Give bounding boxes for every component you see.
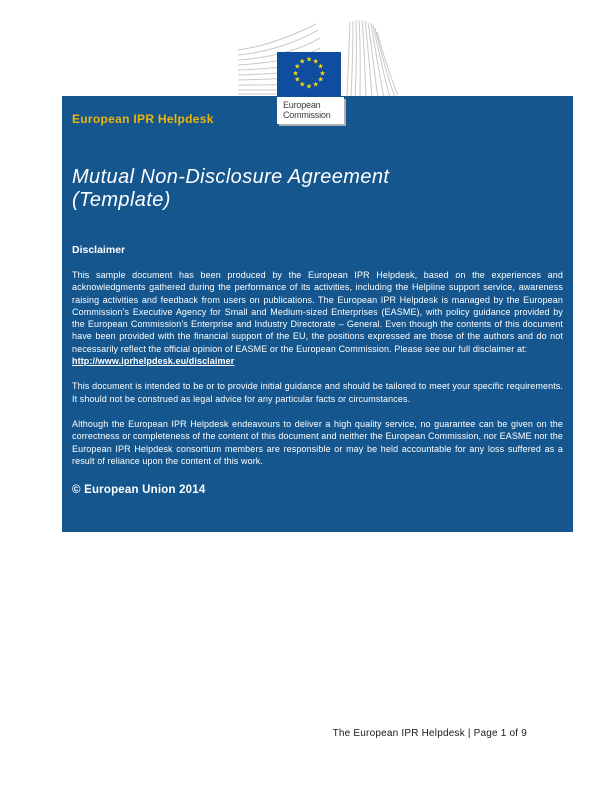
ec-label-line1: European [283,100,321,110]
disclaimer-paragraph-3: Although the European IPR Helpdesk endeavours to deliver a high quality service, no guarantee can be given on the correctness or completeness of the content of this document and neither the European Commission, nor EASME nor the European IPR Helpdesk consortium members are responsible or may be held accountable for any loss suffered as a result of reliance upon the content of this work. [72,418,563,466]
content-panel [62,96,573,532]
document-title [72,166,563,212]
document-title-line2: (Template) [72,189,171,211]
copyright-notice: © European Union 2014 [72,484,206,497]
document-title-line1: Mutual Non-Disclosure Agreement [72,166,390,188]
brand-heading: European IPR Helpdesk [72,112,214,126]
eu-star-icon: ★ [312,81,319,89]
eu-star-icon: ★ [317,63,324,71]
eu-star-icon: ★ [312,58,319,66]
eu-star-icon: ★ [317,76,324,84]
eu-star-icon: ★ [299,58,306,66]
ec-logo-right-swoosh-icon [344,20,398,97]
disclaimer-link[interactable]: http://www.iprhelpdesk.eu/disclaimer [72,356,235,367]
eu-star-icon: ★ [294,63,301,71]
disclaimer-heading: Disclaimer [72,244,126,256]
ec-label-line2: Commission [283,110,331,120]
disclaimer-link-line [72,355,563,367]
eu-star-icon: ★ [292,70,299,77]
eu-star-icon: ★ [305,83,313,91]
page-footer: The European IPR Helpdesk | Page 1 of 9 [332,728,527,739]
eu-star-icon: ★ [294,76,301,84]
eu-star-icon: ★ [305,56,313,64]
ec-logo-label [277,97,344,124]
eu-flag [277,52,341,97]
disclaimer-paragraph-1 [72,269,563,367]
eu-star-icon: ★ [299,81,306,89]
eu-star-icon: ★ [319,70,326,77]
disclaimer-paragraph-2: This document is intended to be or to provide initial guidance and should be tailored to meet your specific requirements. It should not be construed as legal advice for any particular facts or circumstances. [72,381,563,404]
disclaimer-paragraph-1-text: This sample document has been produced by the European IPR Helpdesk, based on the experiences and acknowledgments gathered during the performance of its activities, including the Helpline support service, awareness raising activities and feedback from users on publications. The European IPR Helpdesk is managed by the European Commission’s Executive Agency for Small and Medium-sized Enterprises (EASME), with policy guidance provided by the European Commission’s Enterprise and Industry Directorate – General. Even though the contents of this document have been provided with the financial support of the EU, the positions expressed are those of the authors and do not necessarily reflect the official opinion of EASME or the European Commission. Please see our full disclaimer at: [72,270,563,354]
